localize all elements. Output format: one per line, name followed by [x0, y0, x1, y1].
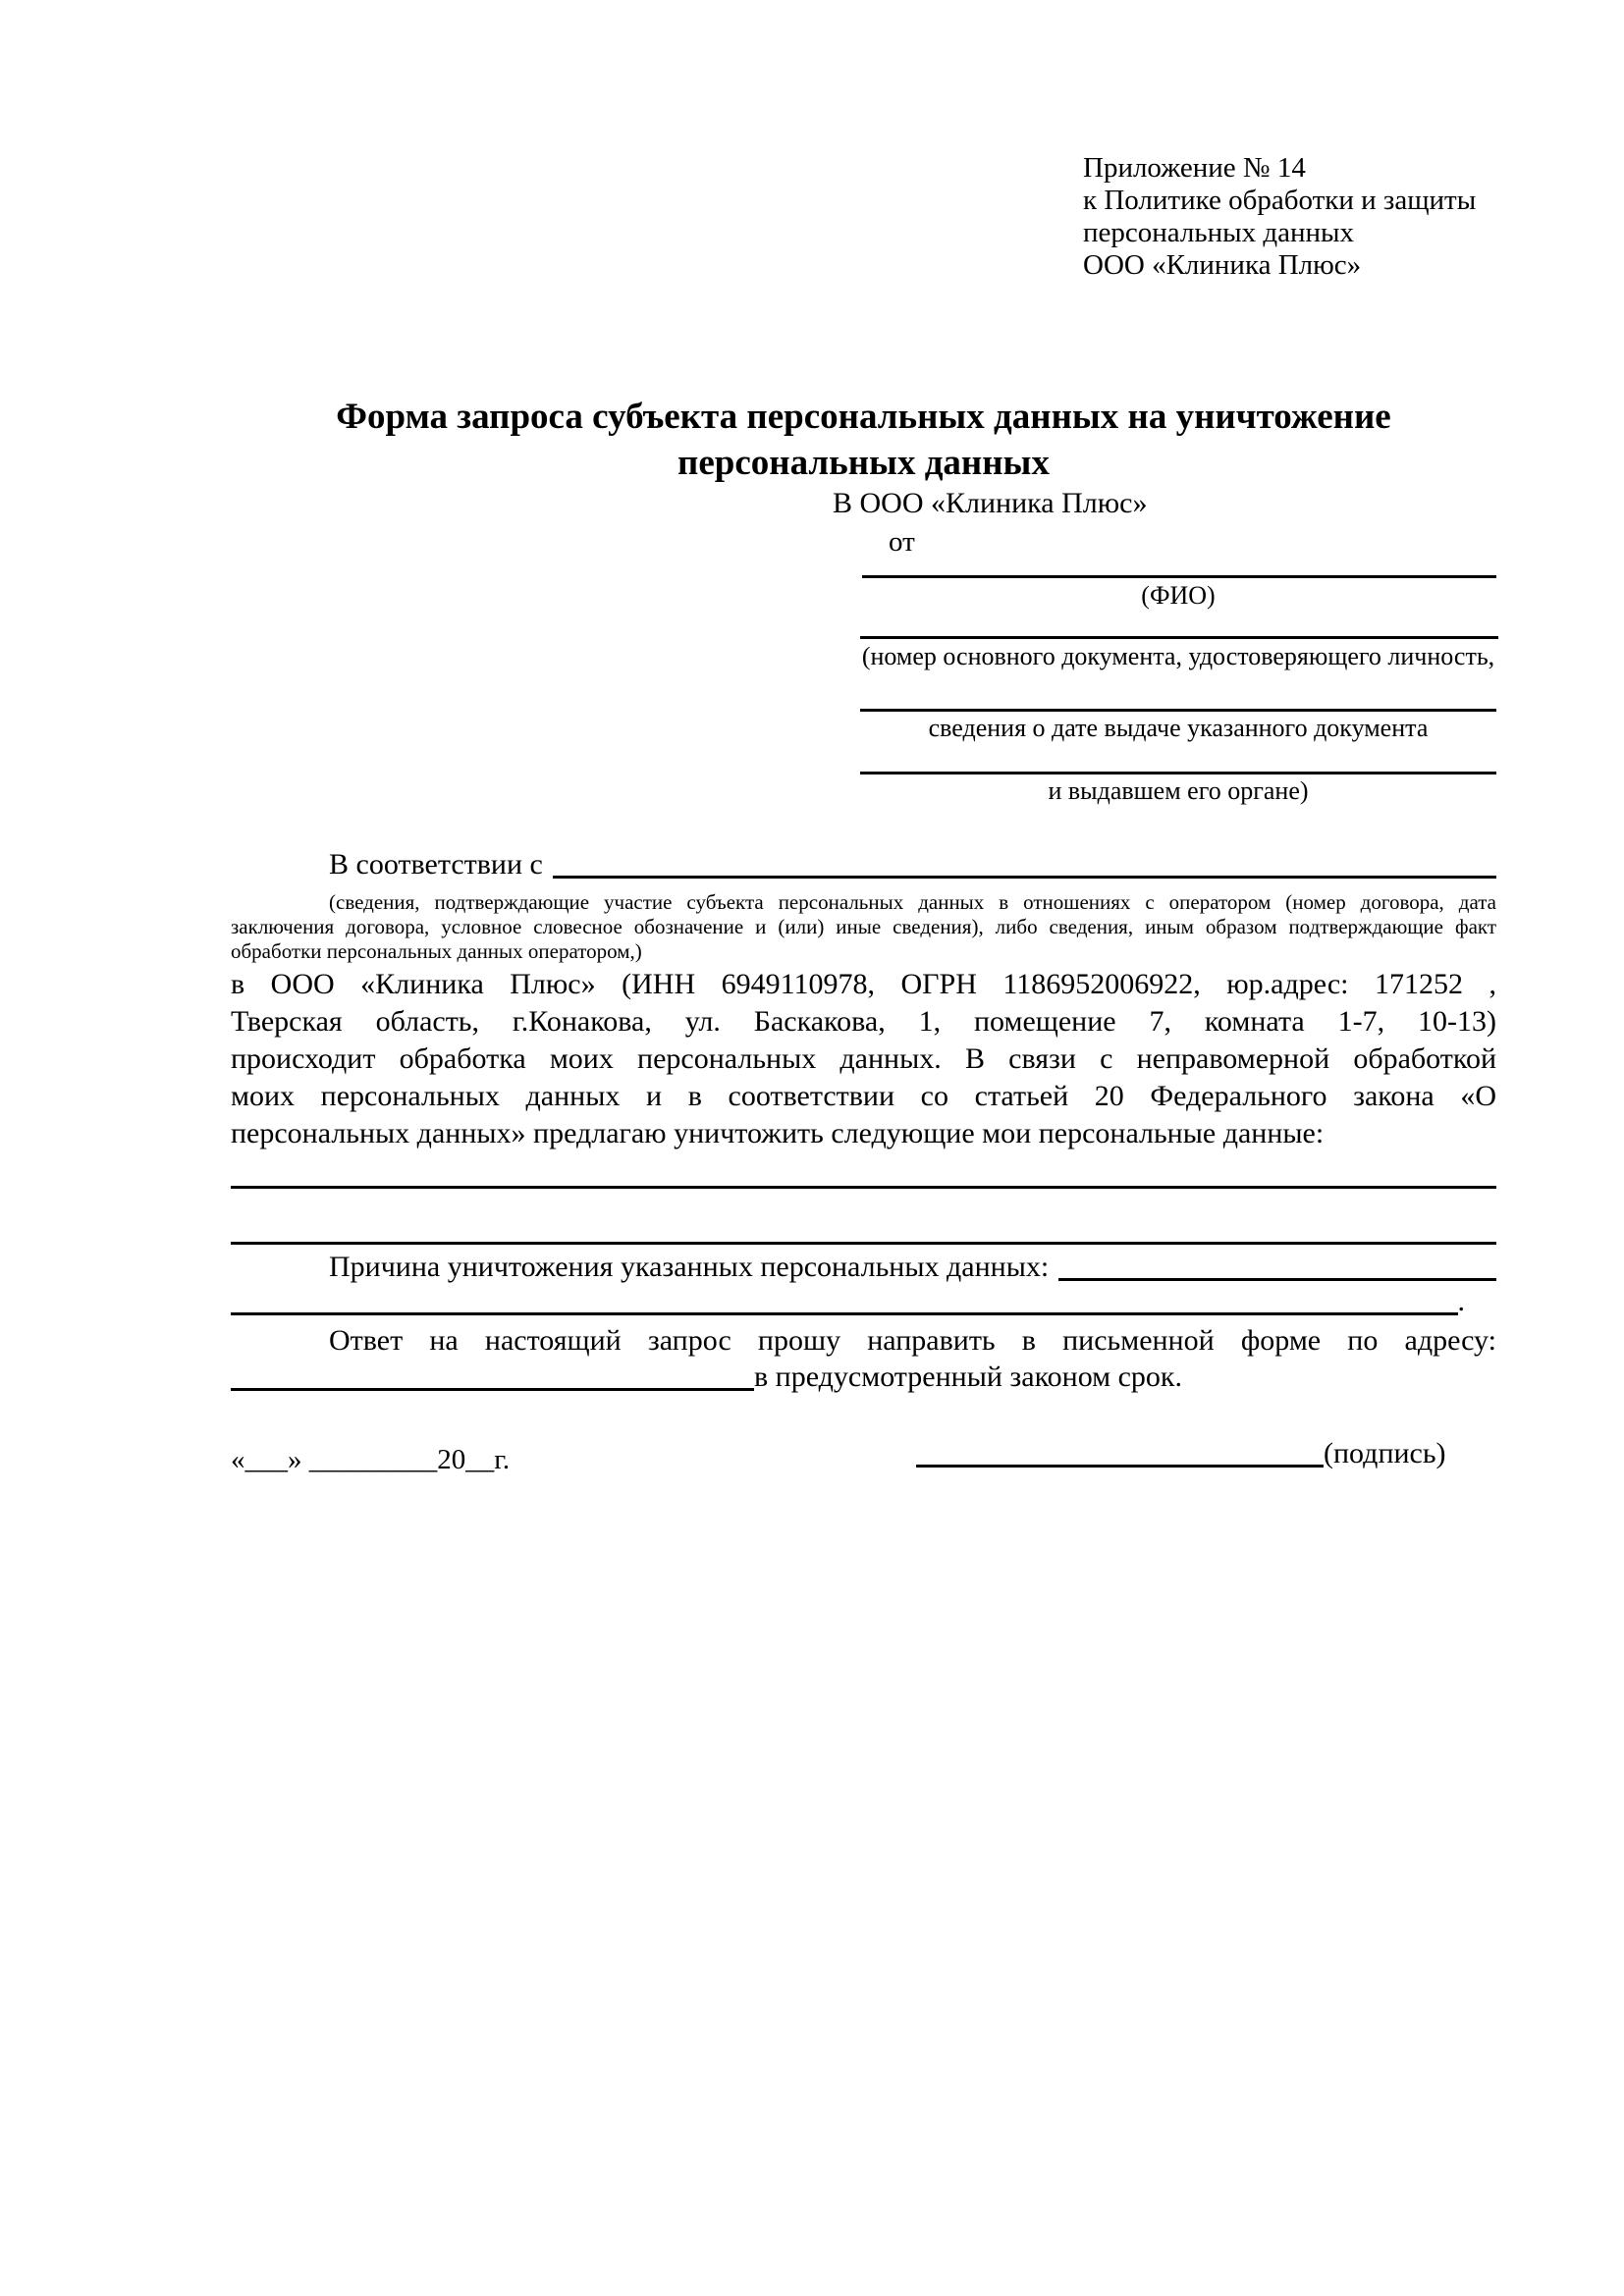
accordance-note-line: обработки персональных данных оператором,) [231, 939, 642, 963]
appendix-header [1083, 152, 1476, 282]
fio-field-line [862, 575, 1496, 578]
signature-row [916, 1435, 1481, 1472]
signature-blank-line [916, 1465, 1324, 1468]
accordance-note-line: (сведения, подтверждающие участие субъекта персональных данных в отношениях с оператором (номер договора, дата [329, 890, 1496, 914]
personal-data-blank-line-1 [231, 1186, 1496, 1189]
reason-label: Причина уничтожения указанных персональных данных: [329, 1251, 1050, 1283]
personal-data-blank-line-2 [231, 1242, 1496, 1245]
accordance-note-line: заключения договора, условное словесное обозначение и (или) иные сведения), либо сведения, иным образом подтверждающие факт [231, 915, 1496, 938]
body-paragraph-line: Тверская область, г.Конакова, ул. Баскакова, 1, помещение 7, комната 1-7, 10-13) [231, 1005, 1496, 1038]
fio-field-caption: (ФИО) [1141, 581, 1216, 610]
body-paragraph-line: происходит обработка моих персональных данных. В связи с неправомерной обработкой [231, 1042, 1496, 1075]
appendix-header-line: ООО «Клиника Плюс» [1083, 249, 1362, 281]
accordance-row [231, 846, 1496, 883]
document-number-field-line [860, 636, 1498, 639]
body-paragraph-line: моих персональных данных и в соответствии со статьей 20 Федерального закона «О [231, 1080, 1496, 1112]
appendix-header-line: персональных данных [1083, 217, 1355, 248]
reason-continuation-line [231, 1312, 1458, 1315]
accordance-blank-line [553, 876, 1496, 879]
body-paragraph-line: в ООО «Клиника Плюс» (ИНН 6949110978, ОГРН 1186952006922, юр.адрес: 171252 , [231, 968, 1496, 1000]
address-blank-line [231, 1388, 754, 1391]
body-paragraph [231, 966, 1496, 1152]
answer-address-row [231, 1359, 1496, 1396]
answer-term-text: в предусмотренный законом срок. [754, 1361, 1182, 1393]
reason-continuation-row [231, 1283, 1465, 1320]
accordance-note [231, 890, 1496, 964]
reason-blank-line [1058, 1278, 1496, 1281]
addressee-organization: В ООО «Клиника Плюс» [833, 487, 1148, 519]
reason-line-period: . [1457, 1285, 1465, 1317]
issue-date-field-line [860, 709, 1496, 712]
accordance-label: В соответствии с [329, 848, 543, 881]
appendix-header-line: к Политике обработки и защиты [1083, 185, 1477, 216]
date-field: «___» _________20__г. [231, 1444, 511, 1475]
appendix-header-line: Приложение № 14 [1083, 152, 1306, 184]
answer-request-line: Ответ на настоящий запрос прошу направить в письменной форме по адресу: [329, 1324, 1496, 1357]
issuing-authority-field-caption: и выдавшем его органе) [1048, 776, 1309, 805]
issuing-authority-field-line [860, 772, 1496, 774]
issue-date-field-caption: сведения о дате выдаче указанного документа [928, 714, 1429, 742]
document-number-field-caption: (номер основного документа, удостоверяющего личность, [861, 642, 1495, 670]
reason-row [231, 1249, 1496, 1286]
body-paragraph-line: персональных данных» предлагаю уничтожить следующие мои персональные данные: [231, 1117, 1325, 1149]
signature-caption: (подпись) [1324, 1437, 1446, 1469]
form-title-line-2: персональных данных [677, 443, 1050, 483]
form-title [231, 394, 1496, 486]
from-label: от [889, 526, 915, 558]
form-title-line-1: Форма запроса субъекта персональных данных на уничтожение [336, 397, 1391, 437]
